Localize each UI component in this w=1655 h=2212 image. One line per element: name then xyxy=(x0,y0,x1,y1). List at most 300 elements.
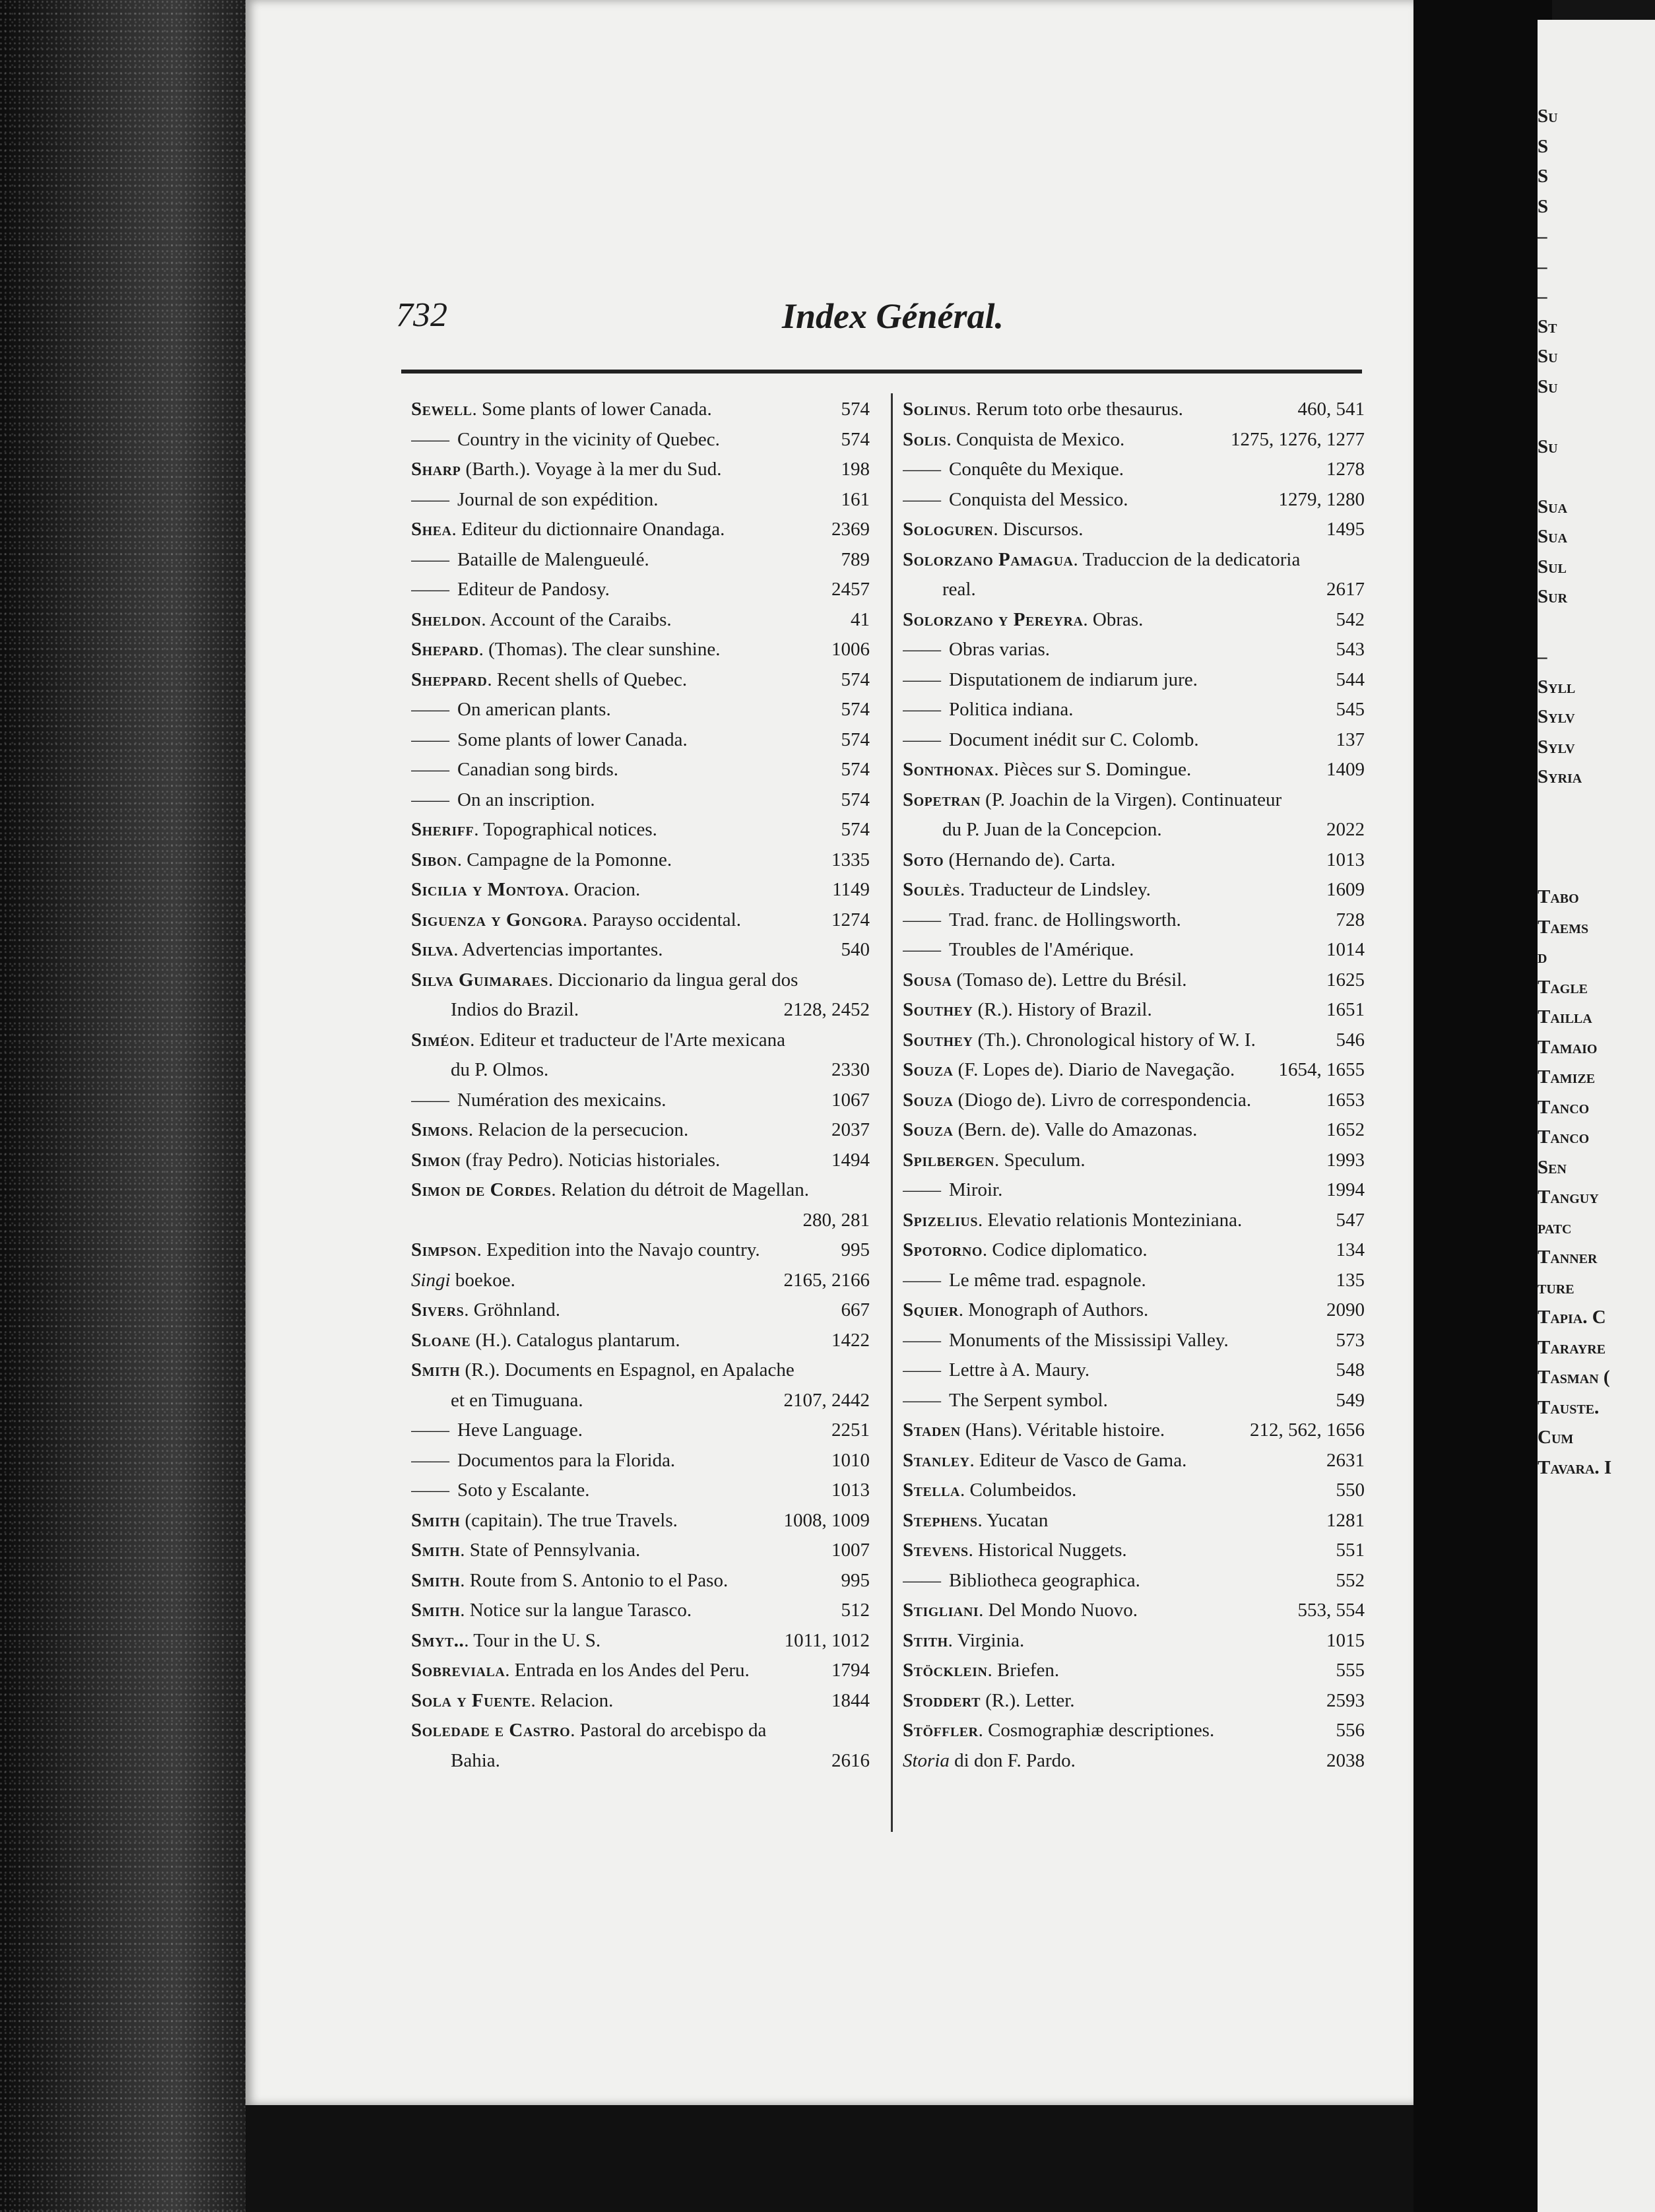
entry-reference-number: 1494 xyxy=(831,1149,870,1171)
entry-continuation xyxy=(411,995,870,1025)
entry-description: . Notice sur la langue Tarasco. xyxy=(460,1600,692,1621)
page-header xyxy=(396,296,1366,348)
entry-reference-number: 574 xyxy=(841,789,870,810)
entry-description: (Bern. de). Valle do Amazonas. xyxy=(953,1119,1198,1140)
index-column-right xyxy=(903,395,1365,1776)
index-entry xyxy=(411,575,870,605)
entry-text xyxy=(411,725,688,756)
entry-description: Monuments of the Mississipi Valley. xyxy=(949,1329,1229,1351)
entry-text xyxy=(903,935,1134,965)
facing-page-line: Tailla xyxy=(1538,1006,1592,1027)
entry-description: (R.). Documents en Espagnol, en Apalache xyxy=(460,1359,795,1381)
dash-mark: —— xyxy=(411,1089,449,1111)
entry-text xyxy=(411,1266,515,1296)
entry-text xyxy=(411,425,720,455)
facing-page-line: Syria xyxy=(1538,766,1582,787)
entry-text xyxy=(903,605,1143,635)
entry-reference-number: 280, 281 xyxy=(802,1209,870,1231)
entry-reference-number: 1010 xyxy=(831,1449,870,1471)
entry-description: Trad. franc. de Hollingsworth. xyxy=(949,909,1181,930)
entry-reference-number: 1652 xyxy=(1326,1119,1365,1140)
entry-reference-number: 2038 xyxy=(1326,1749,1365,1771)
column-divider xyxy=(891,393,893,1832)
index-entry xyxy=(411,905,870,936)
index-entry xyxy=(411,935,870,965)
facing-page-line: Sur xyxy=(1538,586,1568,607)
facing-page-line xyxy=(1538,797,1655,827)
entry-text xyxy=(411,515,725,545)
entry-description: (R.). Letter. xyxy=(980,1689,1075,1711)
index-entry xyxy=(411,1146,870,1176)
index-entry xyxy=(411,1596,870,1626)
facing-page-line: Tanguy xyxy=(1538,1187,1599,1208)
facing-page-line: Sul xyxy=(1538,556,1567,577)
index-entry xyxy=(411,635,870,665)
entry-reference-number: 1013 xyxy=(831,1480,870,1501)
entry-reference-number: 2631 xyxy=(1326,1449,1365,1471)
entry-reference-number: 1409 xyxy=(1326,759,1365,780)
entry-reference-number: 553, 554 xyxy=(1297,1600,1365,1621)
entry-reference-number: 574 xyxy=(841,668,870,690)
entry-reference-number: 134 xyxy=(1336,1239,1365,1260)
entry-reference-number: 1495 xyxy=(1326,519,1365,540)
entry-reference-number: 574 xyxy=(841,428,870,450)
index-entry xyxy=(903,1566,1365,1596)
entry-text xyxy=(903,995,1152,1025)
entry-text xyxy=(411,1626,600,1656)
entry-reference-number: 198 xyxy=(841,459,870,480)
entry-text xyxy=(903,395,1183,425)
dash-mark: —— xyxy=(903,1359,941,1381)
entry-description: . Advertencias importantes. xyxy=(453,939,663,960)
entry-description: . Traduccion de la dedicatoria xyxy=(1073,548,1301,570)
entry-author: Sheppard xyxy=(411,668,488,690)
entry-text xyxy=(411,1506,678,1536)
entry-description: Bataille de Malengueulé. xyxy=(457,548,649,570)
entry-reference-number: 1013 xyxy=(1326,849,1365,870)
facing-page-line: Sen xyxy=(1538,1156,1567,1178)
entry-text xyxy=(903,1086,1251,1116)
entry-text xyxy=(411,1235,760,1266)
entry-reference-number: 550 xyxy=(1336,1480,1365,1501)
entry-author: Sewell xyxy=(411,399,472,420)
dash-mark: —— xyxy=(411,699,449,720)
book-binding xyxy=(0,0,251,2212)
entry-text xyxy=(903,665,1198,696)
facing-page-line: Tanner xyxy=(1538,1247,1598,1268)
entry-description: . Conquista de Mexico. xyxy=(946,428,1125,450)
entry-reference-number: 1067 xyxy=(831,1089,870,1111)
facing-page-line xyxy=(1538,406,1655,436)
facing-page-line: Su xyxy=(1538,436,1558,457)
entry-reference-number: 2251 xyxy=(831,1419,870,1441)
entry-description: Conquista del Messico. xyxy=(949,488,1128,510)
entry-text xyxy=(411,605,672,635)
entry-text xyxy=(903,1476,1076,1506)
index-entry xyxy=(903,1115,1365,1146)
facing-page-line: Tanco xyxy=(1538,1126,1590,1148)
entry-text xyxy=(903,965,1187,996)
index-entry xyxy=(903,1266,1365,1296)
running-title: Index Général. xyxy=(782,296,1004,336)
entry-reference-number: 2330 xyxy=(831,1059,870,1080)
index-entry xyxy=(411,1656,870,1686)
entry-author: Soto xyxy=(903,849,944,870)
entry-reference-number: 1609 xyxy=(1326,879,1365,900)
entry-author: Sonthonax xyxy=(903,759,994,780)
entry-author: Staden xyxy=(903,1419,961,1441)
entry-text xyxy=(903,545,1300,575)
entry-author: Smith xyxy=(411,1569,461,1591)
index-entry xyxy=(411,1415,870,1446)
index-entry xyxy=(411,785,870,816)
entry-author: Sobreviala xyxy=(411,1660,505,1681)
entry-text xyxy=(411,665,687,696)
entry-description: . Tour in the U. S. xyxy=(464,1629,601,1651)
facing-page-fragment xyxy=(1538,20,1655,2212)
entry-reference-number: 2369 xyxy=(831,519,870,540)
entry-author: Simon xyxy=(411,1149,461,1171)
entry-author: Solinus xyxy=(903,399,967,420)
entry-title-italic: Storia xyxy=(903,1749,950,1771)
entry-text xyxy=(903,1536,1127,1566)
entry-description: Document inédit sur C. Colomb. xyxy=(949,729,1199,750)
index-entry xyxy=(903,1086,1365,1116)
entry-description: (Hans). Véritable histoire. xyxy=(960,1419,1165,1441)
facing-page-line: Tauste. xyxy=(1538,1396,1600,1418)
entry-text xyxy=(411,455,721,485)
facing-page-line: Su xyxy=(1538,346,1558,367)
facing-page-line: S xyxy=(1538,135,1549,157)
entry-description: . Columbeidos. xyxy=(959,1480,1077,1501)
entry-text xyxy=(411,785,595,816)
entry-description: . Relacion. xyxy=(531,1689,614,1711)
dash-mark: —— xyxy=(903,1179,941,1200)
entry-description: . Monograph of Authors. xyxy=(958,1299,1149,1320)
entry-reference-number: 1015 xyxy=(1326,1629,1365,1651)
entry-author: Sousa xyxy=(903,969,952,991)
entry-description: . Pièces sur S. Domingue. xyxy=(994,759,1192,780)
entry-description: . Cosmographiæ descriptiones. xyxy=(978,1720,1215,1741)
entry-reference-number: 552 xyxy=(1336,1569,1365,1591)
entry-author: Stöffler xyxy=(903,1720,979,1741)
facing-page-line: d xyxy=(1538,946,1547,967)
entry-author: Souza xyxy=(903,1089,954,1111)
entry-author: Silva Guimaraes xyxy=(411,969,548,991)
entry-text xyxy=(903,695,1073,725)
entry-author: Sopetran xyxy=(903,789,981,810)
entry-title-italic: Singi xyxy=(411,1269,451,1291)
entry-text xyxy=(903,905,1181,936)
entry-text xyxy=(411,1566,728,1596)
facing-page-line: S xyxy=(1538,166,1549,187)
entry-description: . Recent shells of Quebec. xyxy=(487,668,688,690)
facing-page-line xyxy=(1538,826,1655,857)
index-entry xyxy=(411,1536,870,1566)
entry-description: Editeur de Pandosy. xyxy=(457,579,610,600)
entry-text xyxy=(903,1626,1024,1656)
entry-description: . Elevatio relationis Monteziniana. xyxy=(978,1209,1243,1231)
entry-description: Politica indiana. xyxy=(949,699,1074,720)
dash-mark: —— xyxy=(903,699,941,720)
entry-reference-number: 1149 xyxy=(832,879,870,900)
entry-text xyxy=(903,635,1050,665)
entry-description: (capitain). The true Travels. xyxy=(460,1509,678,1531)
entry-text xyxy=(411,1656,750,1686)
entry-description: Journal de son expédition. xyxy=(457,488,659,510)
entry-reference-number: 542 xyxy=(1336,608,1365,630)
entry-description: (R.). History of Brazil. xyxy=(973,999,1152,1020)
entry-description: . State of Pennsylvania. xyxy=(460,1540,641,1561)
entry-author: Stella xyxy=(903,1480,960,1501)
entry-reference-number: 512 xyxy=(841,1600,870,1621)
index-column-left xyxy=(411,395,870,1776)
entry-text xyxy=(411,845,672,876)
entry-text xyxy=(411,545,649,575)
index-entry xyxy=(903,605,1365,635)
index-entry xyxy=(411,1266,870,1296)
entry-reference-number: 137 xyxy=(1336,729,1365,750)
entry-reference-number: 2593 xyxy=(1326,1689,1365,1711)
facing-page-line: Cum xyxy=(1538,1427,1574,1448)
dash-mark: —— xyxy=(903,488,941,510)
entry-author: Stöcklein xyxy=(903,1660,988,1681)
index-entry xyxy=(903,1446,1365,1476)
dash-mark: —— xyxy=(411,1449,449,1471)
index-entry xyxy=(411,1476,870,1506)
facing-page-line: Tabo xyxy=(1538,886,1579,907)
entry-reference-number: 574 xyxy=(841,819,870,840)
facing-page-line: Tanco xyxy=(1538,1096,1590,1118)
entry-author: Southey xyxy=(903,999,973,1020)
entry-reference-number: 573 xyxy=(1336,1329,1365,1351)
entry-reference-number: 995 xyxy=(841,1239,870,1260)
dash-mark: —— xyxy=(411,488,449,510)
index-entry xyxy=(411,1626,870,1656)
entry-description: . Account of the Caraibs. xyxy=(481,608,672,630)
entry-text xyxy=(411,575,610,605)
entry-text xyxy=(411,695,611,725)
index-entry xyxy=(411,1506,870,1536)
facing-page-line xyxy=(1538,857,1655,887)
entry-description: Heve Language. xyxy=(457,1419,583,1441)
index-entry xyxy=(903,1025,1365,1056)
index-entry xyxy=(411,395,870,425)
entry-reference-number: 574 xyxy=(841,729,870,750)
entry-author: Silva xyxy=(411,939,454,960)
facing-page-line: Tarayre xyxy=(1538,1336,1606,1358)
entry-text xyxy=(903,485,1128,515)
facing-page-top-spacer xyxy=(1538,20,1655,106)
entry-continuation-text: du P. Olmos. xyxy=(451,1059,549,1080)
dash-mark: —— xyxy=(411,789,449,810)
entry-reference-number: 1844 xyxy=(831,1689,870,1711)
index-entry xyxy=(411,1686,870,1716)
entry-reference-number: 551 xyxy=(1336,1540,1365,1561)
index-entry xyxy=(411,515,870,545)
entry-reference-number: 2617 xyxy=(1326,579,1365,600)
entry-author: Simpson xyxy=(411,1239,477,1260)
entry-reference-number: 1008, 1009 xyxy=(783,1509,870,1531)
index-entry xyxy=(903,995,1365,1025)
entry-reference-number: 540 xyxy=(841,939,870,960)
facing-page-line: – xyxy=(1538,226,1547,247)
entry-description: Canadian song birds. xyxy=(457,759,619,780)
entry-author: Sibon xyxy=(411,849,457,870)
entry-reference-number: 574 xyxy=(841,399,870,420)
entry-author: Sivers xyxy=(411,1299,465,1320)
index-entry xyxy=(411,815,870,845)
entry-reference-number: 135 xyxy=(1336,1269,1365,1291)
entry-description: . Traducteur de Lindsley. xyxy=(959,879,1151,900)
entry-reference-number: 789 xyxy=(841,548,870,570)
entry-description: Troubles de l'Amérique. xyxy=(949,939,1134,960)
entry-reference-number: 1279, 1280 xyxy=(1278,488,1365,510)
entry-continuation xyxy=(411,1386,870,1416)
entry-reference-number: 728 xyxy=(1336,909,1365,930)
entry-reference-number: 1274 xyxy=(831,909,870,930)
index-entry xyxy=(411,965,870,996)
entry-text xyxy=(903,1415,1165,1446)
index-entry xyxy=(411,1025,870,1056)
entry-reference-number: 2616 xyxy=(831,1749,870,1771)
entry-reference-number: 2022 xyxy=(1326,819,1365,840)
entry-text xyxy=(411,905,741,936)
dash-mark: —— xyxy=(411,579,449,600)
facing-page-line: – xyxy=(1538,646,1547,667)
entry-description: . Editeur du dictionnaire Onandaga. xyxy=(451,519,725,540)
entry-author: Smyt.. xyxy=(411,1629,465,1651)
entry-text xyxy=(903,725,1199,756)
entry-reference-number: 574 xyxy=(841,759,870,780)
entry-text xyxy=(903,785,1282,816)
entry-reference-number: 544 xyxy=(1336,668,1365,690)
entry-author: Shea xyxy=(411,519,452,540)
entry-text xyxy=(411,935,663,965)
entry-description: . Gröhnland. xyxy=(464,1299,561,1320)
index-entry xyxy=(411,665,870,696)
entry-reference-number: 1275, 1276, 1277 xyxy=(1231,428,1365,450)
index-entry xyxy=(903,455,1365,485)
facing-page-line: Sylv xyxy=(1538,736,1575,758)
dash-mark: —— xyxy=(903,1569,941,1591)
entry-author: Sologuren xyxy=(903,519,994,540)
index-entry xyxy=(903,635,1365,665)
entry-author: Shepard xyxy=(411,639,479,660)
entry-description: (Tomaso de). Lettre du Brésil. xyxy=(952,969,1187,991)
entry-text xyxy=(411,1415,583,1446)
entry-description: Country in the vicinity of Quebec. xyxy=(457,428,720,450)
facing-page-line: Syll xyxy=(1538,676,1576,698)
entry-text xyxy=(411,755,618,785)
entry-text xyxy=(903,1656,1059,1686)
index-entry xyxy=(411,1115,870,1146)
entry-description: Numération des mexicains. xyxy=(457,1089,666,1111)
entry-reference-number: 1653 xyxy=(1326,1089,1365,1111)
entry-text xyxy=(903,1206,1242,1236)
entry-description: . Pastoral do arcebispo da xyxy=(570,1720,767,1741)
dash-mark: —— xyxy=(903,639,941,660)
entry-description: Conquête du Mexique. xyxy=(949,459,1124,480)
entry-description: . Relacion de la persecucion. xyxy=(468,1119,689,1140)
entry-description: . Relation du détroit de Magellan. xyxy=(551,1179,810,1200)
index-entry xyxy=(411,1086,870,1116)
index-entry xyxy=(903,1235,1365,1266)
index-entry xyxy=(903,755,1365,785)
entry-reference-number: 460, 541 xyxy=(1297,399,1365,420)
entry-reference-number: 1654, 1655 xyxy=(1278,1059,1365,1080)
facing-page-line: ture xyxy=(1538,1276,1574,1298)
index-entry xyxy=(903,1355,1365,1386)
entry-description: The Serpent symbol. xyxy=(949,1389,1108,1411)
entry-author: Smith xyxy=(411,1540,461,1561)
facing-page-line: St xyxy=(1538,315,1557,337)
dash-mark: —— xyxy=(411,1419,449,1441)
entry-description: . Route from S. Antonio to el Paso. xyxy=(460,1569,729,1591)
dash-mark: —— xyxy=(903,459,941,480)
dash-mark: —— xyxy=(411,759,449,780)
entry-description: On american plants. xyxy=(457,699,611,720)
entry-description: . Rerum toto orbe thesaurus. xyxy=(966,399,1183,420)
entry-reference-number: 1794 xyxy=(831,1660,870,1681)
entry-text xyxy=(903,1326,1229,1356)
entry-reference-number: 1006 xyxy=(831,639,870,660)
entry-description: . Editeur et traducteur de l'Arte mexicana xyxy=(470,1029,786,1051)
entry-description: . Campagne de la Pomonne. xyxy=(457,849,672,870)
index-entry xyxy=(411,695,870,725)
index-entry xyxy=(411,1446,870,1476)
index-entry xyxy=(903,695,1365,725)
index-entry xyxy=(411,1355,870,1386)
entry-reference-number: 1651 xyxy=(1326,999,1365,1020)
entry-description: . Entrada en los Andes del Peru. xyxy=(505,1660,750,1681)
dash-mark: —— xyxy=(903,1389,941,1411)
entry-text xyxy=(411,1175,809,1206)
facing-page-line: Su xyxy=(1538,106,1558,127)
entry-author: Stephens xyxy=(903,1509,978,1531)
entry-description: (P. Joachin de la Virgen). Continuateur xyxy=(980,789,1282,810)
index-entry xyxy=(903,1476,1365,1506)
entry-author: Smith xyxy=(411,1600,461,1621)
index-entry xyxy=(903,1626,1365,1656)
dash-mark: —— xyxy=(411,428,449,450)
entry-description: . Del Mondo Nuovo. xyxy=(979,1600,1138,1621)
facing-page-line: Sua xyxy=(1538,496,1568,517)
entry-author: Sheriff xyxy=(411,819,474,840)
index-entry xyxy=(903,425,1365,455)
entry-continuation xyxy=(903,575,1365,605)
entry-text xyxy=(411,1446,675,1476)
entry-author: Souza xyxy=(903,1119,954,1140)
entry-reference-number: 212, 562, 1656 xyxy=(1250,1419,1365,1441)
entry-author: Solorzano y Pereyra xyxy=(903,608,1084,630)
entry-text xyxy=(411,395,712,425)
index-entry xyxy=(903,1506,1365,1536)
entry-author: Squier xyxy=(903,1299,959,1320)
entry-author: Spizelius xyxy=(903,1209,978,1231)
entry-author: Smith xyxy=(411,1509,461,1531)
entry-text xyxy=(411,1326,680,1356)
entry-text xyxy=(903,425,1124,455)
entry-author: Siguenza y Gongora xyxy=(411,909,583,930)
entry-author: Spilbergen xyxy=(903,1149,994,1171)
entry-author: Sloane xyxy=(411,1329,471,1351)
entry-reference-number: 1278 xyxy=(1326,459,1365,480)
entry-reference-number: 1014 xyxy=(1326,939,1365,960)
entry-text xyxy=(903,875,1151,905)
entry-description: . Historical Nuggets. xyxy=(968,1540,1127,1561)
entry-text xyxy=(903,845,1115,876)
